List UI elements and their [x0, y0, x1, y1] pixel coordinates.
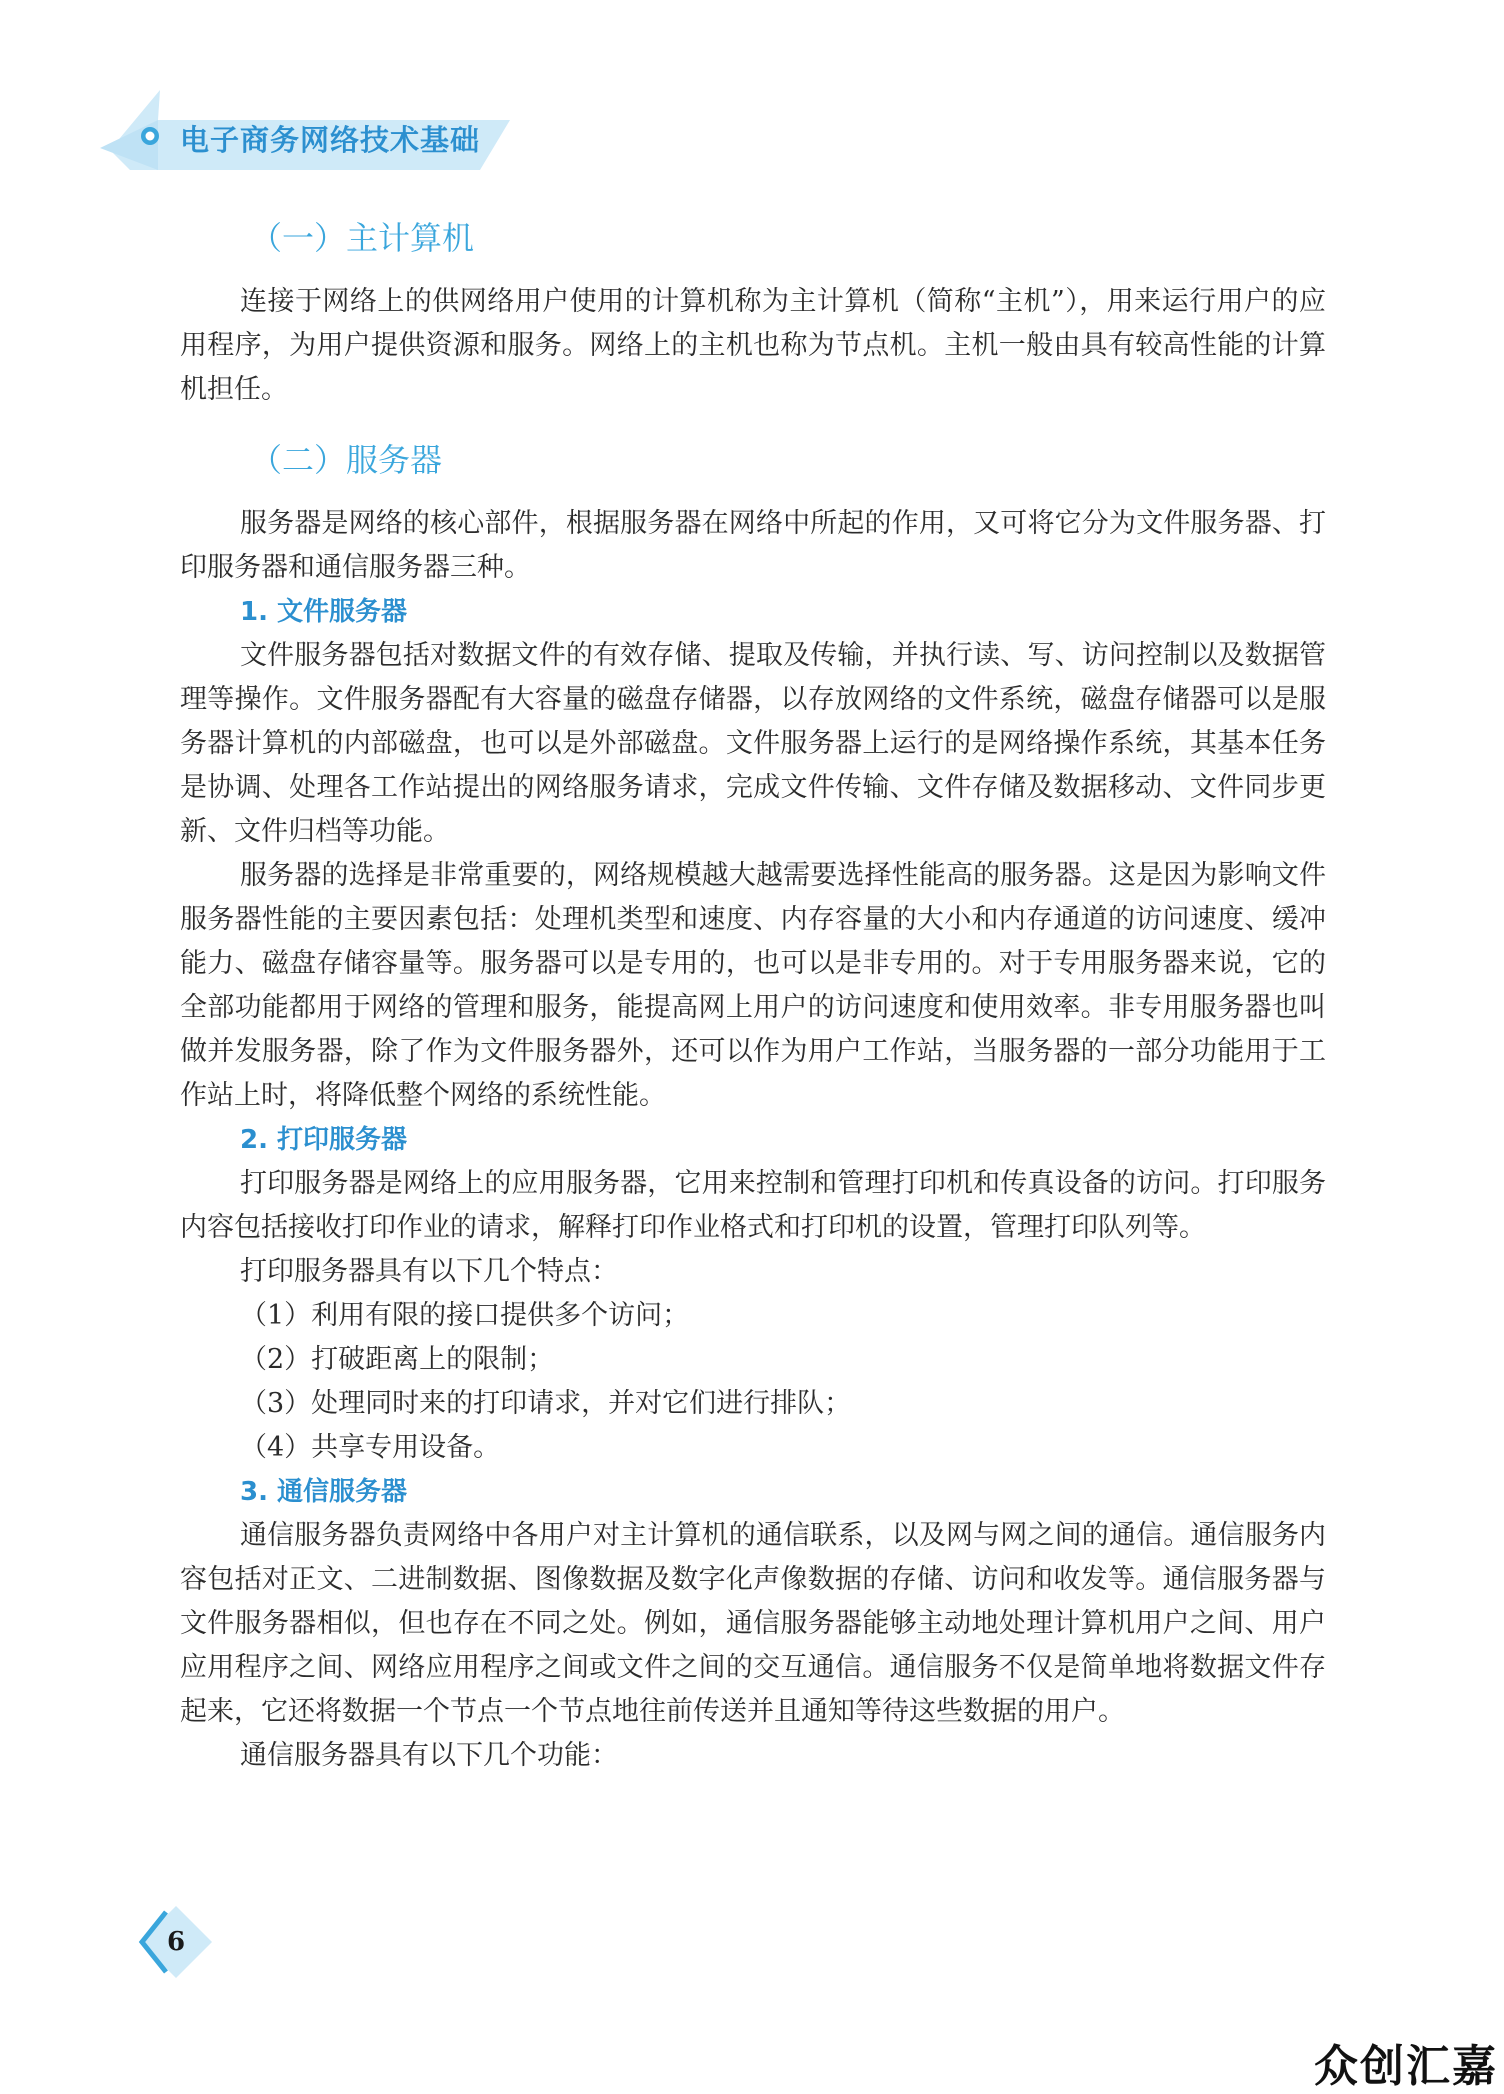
list-item: （4）共享专用设备。 — [240, 1432, 501, 1463]
paragraph-host: 连接于网络上的供网络用户使用的计算机称为主计算机（简称“主机”），用来运行用户的应用程序，为用户提供资源和服务。网络上的主机也称为节点机。主机一般由具有较高性能的计算机担任。 — [180, 286, 1326, 405]
watermark: 众创汇嘉 — [1314, 2041, 1498, 2092]
subheading-print-server: 2. 打印服务器 — [240, 1125, 408, 1155]
paragraph-file-server-2: 服务器的选择是非常重要的，网络规模越大越需要选择性能高的服务器。这是因为影响文件服务器性能的主要因素包括：处理机类型和速度、内存容量的大小和内存通道的访问速度、缓冲能力、磁盘存储容量等。服务器可以是专用的，也可以是非专用的。对于专用服务器来说，它的全部功能都用于网络的管理和服务，能提高网上用户的访问速度和使用效率。非专用服务器也叫做并发服务器，除了作为文件服务器外，还可以作为用户工作站，当服务器的一部分功能用于工作站上时，将降低整个网络的系统性能。 — [180, 860, 1326, 1111]
page-number: 6 — [166, 1927, 186, 1957]
paragraph-file-server-1: 文件服务器包括对数据文件的有效存储、提取及传输，并执行读、写、访问控制以及数据管理等操作。文件服务器配有大容量的磁盘存储器，以存放网络的文件系统，磁盘存储器可以是服务器计算机的内部磁盘，也可以是外部磁盘。文件服务器上运行的是网络操作系统，其基本任务是协调、处理各工作站提出的网络服务请求，完成文件传输、文件存储及数据移动、文件同步更新、文件归档等功能。 — [180, 640, 1326, 847]
book-title: 电子商务网络技术基础 — [180, 123, 481, 157]
page-number-badge — [136, 1902, 216, 1982]
page-content — [180, 210, 1326, 1778]
paragraph-comm-server-1: 通信服务器负责网络中各用户对主计算机的通信联系，以及网与网之间的通信。通信服务内容包括对正文、二进制数据、图像数据及数字化声像数据的存储、访问和收发等。通信服务器与文件服务器相似，但也存在不同之处。例如，通信服务器能够主动地处理计算机用户之间、用户应用程序之间、网络应用程序之间或文件之间的交互通信。通信服务不仅是简单地将数据文件存起来，它还将数据一个节点一个节点地往前传送并且通知等待这些数据的用户。 — [180, 1520, 1326, 1727]
header-banner — [100, 88, 520, 178]
paragraph-comm-server-2: 通信服务器具有以下几个功能： — [240, 1740, 618, 1771]
list-item: （3）处理同时来的打印请求，并对它们进行排队； — [240, 1388, 852, 1419]
list-item: （2）打破距离上的限制； — [240, 1344, 555, 1375]
section-heading-server: （二）服务器 — [250, 441, 443, 479]
paragraph-server-intro: 服务器是网络的核心部件，根据服务器在网络中所起的作用，又可将它分为文件服务器、打印服务器和通信服务器三种。 — [180, 508, 1326, 583]
section-heading-host: （一）主计算机 — [250, 219, 475, 257]
list-item: （1）利用有限的接口提供多个访问； — [240, 1300, 690, 1331]
paragraph-print-server-2: 打印服务器具有以下几个特点： — [240, 1256, 618, 1287]
paragraph-print-server-1: 打印服务器是网络上的应用服务器，它用来控制和管理打印机和传真设备的访问。打印服务内容包括接收打印作业的请求，解释打印作业格式和打印机的设置，管理打印队列等。 — [180, 1168, 1326, 1243]
subheading-comm-server: 3. 通信服务器 — [240, 1477, 408, 1507]
subheading-file-server: 1. 文件服务器 — [240, 597, 408, 627]
